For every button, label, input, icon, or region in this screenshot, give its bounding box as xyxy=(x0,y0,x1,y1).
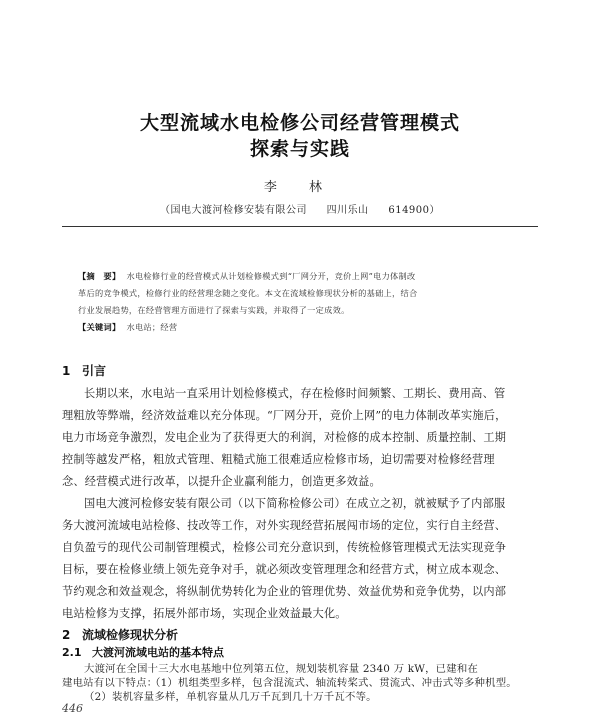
paper-title-line2: 探索与实践 xyxy=(249,138,350,160)
body-line: 控制等越发严格，粗放式管理、粗糙式施工很难适应检修市场，迫切需要对检修经营理 xyxy=(62,453,495,466)
abstract-line xyxy=(78,268,416,285)
affiliation-org: （国电大渡河检修安装有限公司 xyxy=(159,205,307,216)
author-affiliation xyxy=(0,201,600,216)
body-line: 目标，要在检修业绩上领先竞争对手，就必须改变管理理念和经营方式，树立成本观念、 xyxy=(62,563,507,576)
section-2-1-number: 2.1 xyxy=(62,646,82,659)
abstract-label: 【摘 要】 xyxy=(78,271,121,281)
section-2-heading xyxy=(62,626,178,643)
affiliation-postcode: 614900） xyxy=(388,205,441,216)
body-line: 节约观念和效益观念，将纵制优势转化为企业的管理优势、效益优势和竞争优势，以内部 xyxy=(62,585,507,598)
keywords-line xyxy=(78,319,177,336)
author-name: 李 林 xyxy=(263,180,337,195)
abstract-text-2: 革后的竞争模式，检修行业的经营理念随之变化。本文在流域检修现状分析的基础上，结合 xyxy=(78,288,418,298)
section-2-title: 流域检修现状分析 xyxy=(82,628,179,642)
body-line: 国电大渡河检修安装有限公司（以下简称检修公司）在成立之初，就被赋予了内部服 xyxy=(84,497,506,510)
header-divider xyxy=(62,226,538,227)
affiliation-place: 四川乐山 xyxy=(326,205,369,216)
section-1-heading xyxy=(62,362,106,379)
section-2-number: 2 xyxy=(62,628,71,642)
body-line: 长期以来，水电站一直采用计划检修模式，存在检修时间频繁、工期长、费用高、管 xyxy=(84,387,506,400)
keywords-text: 水电站；经营 xyxy=(126,322,178,332)
abstract-text-3: 行业发展趋势，在经营管理方面进行了探索与实践，并取得了一定成效。 xyxy=(78,305,350,315)
paper-title-line1: 大型流域水电检修公司经营管理模式 xyxy=(139,112,460,134)
body-line: 电站检修为支撑，拓展外部市场，实现企业效益最大化。 xyxy=(62,607,347,620)
page-number: 446 xyxy=(62,702,83,715)
section-2-1-heading xyxy=(62,644,224,660)
body-line: 务大渡河流域电站检修、技改等工作，对外实现经营拓展闯市场的定位，实行自主经营、 xyxy=(62,519,507,532)
section-2-1-title: 大渡河流域电站的基本特点 xyxy=(92,646,224,659)
body-line: 理粗放等弊端，经济效益难以充分体现。“厂网分开，竞价上网”的电力体制改革实施后， xyxy=(62,409,507,422)
body-line: 建电站有以下特点： xyxy=(62,677,158,689)
body-line: 电力市场竞争激烈，发电企业为了获得更大的利润，对检修的成本控制、质量控制、工期 xyxy=(62,431,507,444)
body-line: 念、经营模式进行改革，以提升企业赢利能力，创造更多效益。 xyxy=(62,475,381,488)
section-1-number: 1 xyxy=(62,364,71,378)
keywords-label: 【关键词】 xyxy=(78,322,121,332)
body-line: 自负盈亏的现代公司制管理模式，检修公司充分意识到，传统检修管理模式无法实现竞争 xyxy=(62,541,507,554)
section-1-title: 引言 xyxy=(82,364,107,378)
body-line-list-2: （2）装机容量多样，单机容量从几万千瓦到几十万千瓦不等。 xyxy=(84,691,377,703)
abstract-text-1: 水电检修行业的经营模式从计划检修模式到“厂网分开，竞价上网”电力体制改 xyxy=(126,271,416,281)
body-line-list-1: （1）机组类型多样，包含混流式、轴流转桨式、贯流式、冲击式等多种机型。 xyxy=(150,677,517,689)
body-line: 大渡河在全国十三大水电基地中位列第五位，规划装机容量 2340 万 kW，已建和在 xyxy=(84,663,479,675)
